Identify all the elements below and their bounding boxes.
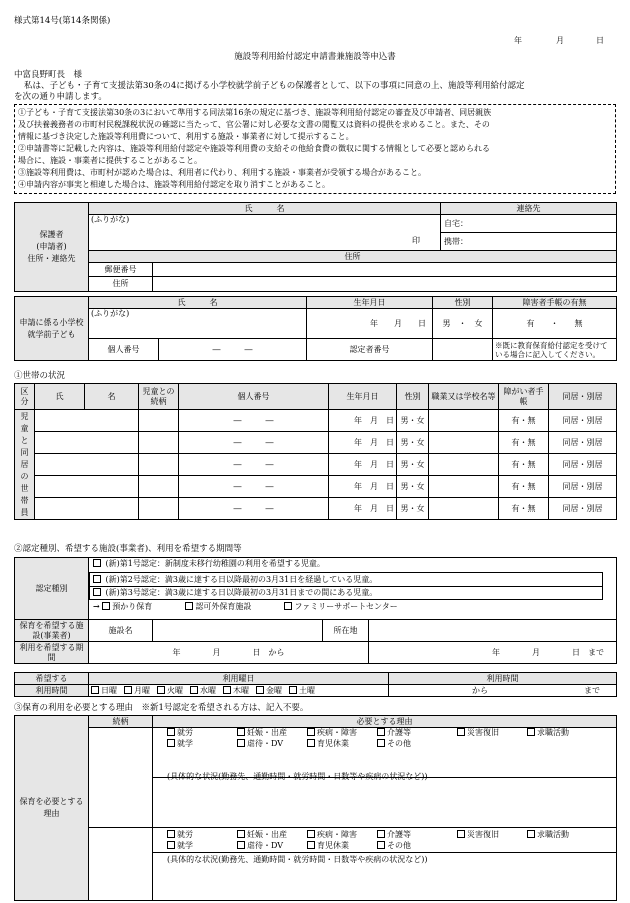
checkbox-icon[interactable] (167, 830, 175, 838)
checkbox-icon[interactable] (256, 686, 264, 694)
relation-field-1[interactable] (89, 728, 153, 828)
days-checkboxes (89, 685, 389, 697)
reason-option[interactable] (457, 830, 499, 840)
hh-relation-field[interactable] (139, 498, 179, 520)
hh-relation-field[interactable] (139, 476, 179, 498)
day-option[interactable] (223, 686, 249, 695)
table-row (15, 410, 617, 432)
intro-line-1: 私は、子ども・子育て支援法第30条の4に掲げる小学校就学前子どもの保護者として、以下の事項に同意の上、施設等利用給付認定 (24, 81, 525, 91)
postal-code-label: 郵便番号 (89, 263, 153, 277)
reason-option-label: その他 (387, 841, 411, 850)
hh-cohab-field[interactable]: 同居・別居 (549, 498, 617, 520)
hh-relation-field[interactable] (139, 454, 179, 476)
reason-option-label: 介護等 (387, 830, 411, 839)
form-number: 様式第14号(第14条関係) (14, 16, 111, 26)
cert-type-cell (89, 558, 617, 620)
consent-line: 及び扶養義務者の市町村民税課税状況の確認に当たって、官公署に対し必要な文書の閲覧又は資料の提供を求めること。また、その (18, 120, 490, 129)
hh-name-field[interactable] (35, 454, 139, 476)
sub-option-2[interactable]: 認可外保育施設 (195, 602, 252, 611)
hh-header-relation: 児童との続柄 (139, 384, 179, 410)
day-option[interactable] (256, 686, 282, 695)
checkbox-icon[interactable] (102, 602, 110, 610)
seal-mark: 印 (412, 236, 420, 246)
cert-number-field[interactable] (433, 339, 493, 361)
hh-dob-field[interactable]: 年 月 日 (329, 454, 397, 476)
table-row (15, 432, 617, 454)
hh-gender-field[interactable]: 男・女 (397, 432, 429, 454)
guardian-furigana: (ふりがな) (91, 215, 130, 224)
checkbox-icon[interactable] (377, 728, 385, 736)
hh-header-job: 職業又は学校名等 (429, 384, 499, 410)
consent-line: 情報に基づき決定した施設等利用費について、利用する施設・事業者に対して提示すること。 (18, 132, 354, 141)
mobile-phone-field[interactable]: 携帯： (444, 237, 468, 246)
reason-header: 必要とする理由 (153, 716, 617, 728)
intro-line-2: を次の通り申請します。 (14, 92, 107, 102)
hh-personal-field[interactable]: ― ― (179, 498, 329, 520)
cert-sub-options (89, 600, 616, 612)
checkbox-icon[interactable] (307, 728, 315, 736)
day-label: 月曜 (134, 685, 150, 695)
cert-option-2-3-box (89, 572, 603, 600)
reason-option-label: 求職活動 (537, 830, 569, 839)
reason-section-title: ③保育の利用を必要とする理由 ※新1号認定を希望される方は、記入不要。 (14, 703, 309, 713)
child-dob-field[interactable]: 年 月 日 (307, 309, 433, 339)
checkbox-icon[interactable] (223, 686, 231, 694)
hh-header-kubun: 区分 (15, 384, 35, 410)
hh-disability-field[interactable]: 有・無 (499, 476, 549, 498)
date-day: 日 (596, 36, 604, 45)
hours-field[interactable]: から まで (389, 685, 617, 697)
hh-disability-field[interactable]: 有・無 (499, 498, 549, 520)
checkbox-icon[interactable] (124, 686, 132, 694)
reason-option-label: 育児休業 (317, 739, 349, 748)
household-table (14, 383, 617, 520)
consent-line: ③施設等利用費は、市町村が認めた場合は、利用者に代わり、利用する施設・事業者が受領する場合があること。 (18, 168, 426, 177)
facility-location-label: 所在地 (323, 620, 369, 642)
day-option[interactable] (157, 686, 183, 695)
days-header: 利用曜日 (89, 673, 389, 685)
reason-option[interactable] (307, 841, 349, 851)
child-gender-header: 性別 (433, 297, 493, 309)
reason-option-label: 疾病・障害 (317, 728, 357, 737)
relation-header: 続柄 (89, 716, 153, 728)
facility-label: 保育を希望する施設(事業者) (15, 620, 89, 642)
checkbox-icon[interactable] (91, 686, 99, 694)
table-row (15, 498, 617, 520)
reason-options-2 (153, 828, 617, 853)
hh-personal-field[interactable]: ― ― (179, 432, 329, 454)
addressee: 中富良野町長 様 (14, 70, 83, 80)
cert-option-2[interactable]: (新)第2号認定：満3歳に達する日以降最初の3月31日を経過している児童。 (90, 573, 602, 587)
hh-header-cohab: 同居・別居 (549, 384, 617, 410)
reason-option-label: 妊娠・出産 (247, 830, 287, 839)
child-name-field[interactable] (89, 309, 307, 339)
checkbox-icon[interactable] (307, 739, 315, 747)
checkbox-icon[interactable] (307, 830, 315, 838)
day-option[interactable] (289, 686, 315, 695)
facility-name-label: 施設名 (89, 620, 153, 642)
reason-option-label: 介護等 (387, 728, 411, 737)
day-label: 金曜 (266, 685, 282, 695)
hh-header-gender: 性別 (397, 384, 429, 410)
hh-cohab-field[interactable]: 同居・別居 (549, 432, 617, 454)
cert-option-1[interactable]: (新)第1号認定：新制度未移行幼稚園の利用を希望する児童。 (89, 558, 616, 570)
hh-dob-field[interactable]: 年 月 日 (329, 476, 397, 498)
hh-gender-field[interactable]: 男・女 (397, 454, 429, 476)
reason-option-label: 求職活動 (537, 728, 569, 737)
hh-job-field[interactable] (429, 454, 499, 476)
hh-cohab-field[interactable]: 同居・別居 (549, 476, 617, 498)
reason-option-label: 育児休業 (317, 841, 349, 850)
time-label-1: 希望する (15, 673, 89, 685)
hours-header: 利用時間 (389, 673, 617, 685)
hh-disability-field[interactable]: 有・無 (499, 410, 549, 432)
reason-label: 保育を必要とする理由 (15, 716, 89, 901)
reason-option[interactable] (377, 739, 411, 749)
guardian-contact-header: 連絡先 (441, 203, 617, 215)
checkbox-icon[interactable] (307, 841, 315, 849)
child-table (14, 296, 617, 361)
cert-table (14, 557, 617, 664)
reason-option[interactable] (307, 739, 349, 749)
reason-option-label: 就労 (177, 830, 193, 839)
checkbox-icon[interactable] (377, 739, 385, 747)
child-furigana: (ふりがな) (91, 309, 130, 318)
child-label: 申請に係る小学校就学前子ども (15, 297, 89, 361)
reason-option[interactable] (237, 739, 283, 749)
reason-option[interactable] (237, 830, 287, 840)
date-month: 月 (556, 36, 564, 45)
reason-option[interactable] (527, 728, 569, 738)
reason-option-label: 就労 (177, 728, 193, 737)
reason-option[interactable] (167, 841, 193, 851)
reason-option-label: 災害復旧 (467, 728, 499, 737)
period-label: 利用を希望する期間 (15, 642, 89, 664)
hh-header-name-2: 名 (85, 384, 139, 410)
guardian-name-header: 氏 名 (89, 203, 441, 215)
reason-option-label: 虐待・DV (247, 739, 284, 748)
time-table (14, 672, 617, 697)
checkbox-icon[interactable] (167, 739, 175, 747)
household-section-title: ①世帯の状況 (14, 371, 66, 381)
checkbox-icon[interactable] (289, 686, 297, 694)
reason-option-label: その他 (387, 739, 411, 748)
day-option[interactable] (91, 686, 117, 695)
hh-gender-field[interactable]: 男・女 (397, 498, 429, 520)
hh-header-dob: 生年月日 (329, 384, 397, 410)
reason-option[interactable] (377, 830, 411, 840)
hh-personal-field[interactable]: ― ― (179, 454, 329, 476)
reason-options-1 (153, 728, 617, 778)
checkbox-icon[interactable] (284, 602, 292, 610)
hh-job-field[interactable] (429, 476, 499, 498)
guardian-contact-cell (441, 215, 617, 251)
consent-line: ①子ども・子育て支援法第30条の3において準用する同法第16条の規定に基づき、施設等利用給付認定の審査及び申請者、同居親族 (18, 108, 492, 117)
hh-name-field[interactable] (35, 498, 139, 520)
consent-box (14, 104, 616, 194)
date-year: 年 (514, 36, 522, 45)
period-to-field[interactable]: 年 月 日 まで (369, 642, 617, 664)
address-field[interactable] (153, 277, 617, 292)
hh-gender-field[interactable]: 男・女 (397, 410, 429, 432)
checkbox-icon[interactable] (167, 728, 175, 736)
reason-option[interactable] (167, 830, 193, 840)
checkbox-icon[interactable] (237, 728, 245, 736)
day-option[interactable] (190, 686, 216, 695)
child-disability-field[interactable]: 有 ・ 無 (493, 309, 617, 339)
hh-job-field[interactable] (429, 410, 499, 432)
hh-header-name-1: 氏 (35, 384, 85, 410)
checkbox-icon[interactable] (157, 686, 165, 694)
day-label: 日曜 (101, 685, 117, 695)
hh-relation-field[interactable] (139, 410, 179, 432)
checkbox-icon[interactable] (457, 830, 465, 838)
reason-option[interactable] (457, 728, 499, 738)
hh-cohab-field[interactable]: 同居・別居 (549, 454, 617, 476)
cert-type-label: 認定種別 (15, 558, 89, 620)
day-label: 水曜 (200, 685, 216, 695)
checkbox-icon[interactable] (93, 588, 101, 596)
reason-option-label: 疾病・障害 (317, 830, 357, 839)
facility-location-field[interactable] (369, 620, 617, 642)
facility-name-field[interactable] (153, 620, 323, 642)
relation-field-2[interactable] (89, 828, 153, 901)
reason-detail-2[interactable]: (具体的な状況(勤務先、通勤時間・就労時間・日数等や疾病の状況など)) (153, 853, 617, 901)
checkbox-icon[interactable] (377, 830, 385, 838)
checkbox-icon[interactable] (167, 841, 175, 849)
checkbox-icon[interactable] (93, 575, 101, 583)
guardian-name-field[interactable] (89, 215, 441, 251)
reason-option[interactable] (377, 841, 411, 851)
time-label-2: 利用時間 (15, 685, 89, 697)
page-title: 施設等利用給付認定申請書兼施設等申込書 (234, 52, 396, 62)
hh-job-field[interactable] (429, 498, 499, 520)
checkbox-icon[interactable] (93, 559, 101, 567)
reason-table (14, 715, 617, 901)
consent-line: ④申請内容が事実と相違した場合は、施設等利用給付認定を取り消すことがあること。 (18, 180, 330, 189)
day-label: 火曜 (167, 685, 183, 695)
checkbox-icon[interactable] (190, 686, 198, 694)
reason-option[interactable] (527, 830, 569, 840)
cert-option-3[interactable]: (新)第3号認定：満3歳に達する日以降最初の3月31日までの間にある児童。 (90, 587, 602, 599)
child-name-header: 氏 名 (89, 297, 307, 309)
hh-name-field[interactable] (35, 410, 139, 432)
hh-personal-field[interactable]: ― ― (179, 476, 329, 498)
reason-option[interactable] (307, 830, 357, 840)
reason-option-label: 虐待・DV (247, 841, 284, 850)
hh-disability-field[interactable]: 有・無 (499, 454, 549, 476)
child-personal-number-field[interactable]: ― ― (159, 339, 307, 361)
day-label: 木曜 (233, 685, 249, 695)
reason-option-label: 就学 (177, 739, 193, 748)
day-label: 土曜 (299, 685, 315, 695)
table-row (15, 454, 617, 476)
child-disability-header: 障害者手帳の有無 (493, 297, 617, 309)
guardian-address-header: 住所 (89, 251, 617, 263)
reason-option[interactable] (237, 728, 287, 738)
hh-disability-field[interactable]: 有・無 (499, 432, 549, 454)
hh-relation-field[interactable] (139, 432, 179, 454)
hh-job-field[interactable] (429, 432, 499, 454)
hh-personal-field[interactable]: ― ― (179, 410, 329, 432)
address-label: 住所 (89, 277, 153, 292)
reason-option[interactable] (307, 728, 357, 738)
child-dob-header: 生年月日 (307, 297, 433, 309)
cert-number-label: 認定者番号 (307, 339, 433, 361)
reason-option[interactable] (167, 739, 193, 749)
reason-option-label: 災害復旧 (467, 830, 499, 839)
hh-header-disability: 障がい者手帳 (499, 384, 549, 410)
checkbox-icon[interactable] (377, 841, 385, 849)
checkbox-icon[interactable] (185, 602, 193, 610)
hh-gender-field[interactable]: 男・女 (397, 476, 429, 498)
sub-option-3[interactable]: ファミリーサポートセンター (294, 602, 398, 611)
consent-line: 場合に、施設・事業者に提供することがあること。 (18, 156, 202, 165)
home-phone-field[interactable]: 自宅： (441, 215, 616, 233)
reason-option-label: 妊娠・出産 (247, 728, 287, 737)
child-gender-field[interactable]: 男 ・ 女 (433, 309, 493, 339)
hh-dob-field[interactable]: 年 月 日 (329, 410, 397, 432)
checkbox-icon[interactable] (527, 728, 535, 736)
hh-header-personal: 個人番号 (179, 384, 329, 410)
consent-line: ②申請書等に記載した内容は、施設等利用給付認定や施設等利用費の支給その他給食費の徴収に関する情報として必要と認められる (18, 144, 490, 153)
guardian-label: 保護者 (申請者) 住所・連絡先 (15, 203, 89, 292)
hh-dob-field[interactable]: 年 月 日 (329, 432, 397, 454)
checkbox-icon[interactable] (457, 728, 465, 736)
postal-code-field[interactable] (153, 263, 617, 277)
hh-dob-field[interactable]: 年 月 日 (329, 498, 397, 520)
cert-section-title: ②認定種別、希望する施設(事業者)、利用を希望する期間等 (14, 544, 242, 554)
period-from-field[interactable]: 年 月 日 から (89, 642, 369, 664)
hh-name-field[interactable] (35, 432, 139, 454)
sub-option-1[interactable]: 預かり保育 (112, 602, 153, 611)
arrow-icon: → (93, 601, 100, 611)
child-personal-number-label: 個人番号 (89, 339, 159, 361)
day-option[interactable] (124, 686, 150, 695)
reason-detail-1[interactable]: (具体的な状況(勤務先、通勤時間・就労時間・日数等や疾病の状況など)) (153, 778, 617, 828)
checkbox-icon[interactable] (527, 830, 535, 838)
guardian-table (14, 202, 617, 292)
cert-note: ※既に教育保育給付認定を受けている場合に記入してください。 (493, 339, 617, 361)
hh-name-field[interactable] (35, 476, 139, 498)
checkbox-icon[interactable] (237, 830, 245, 838)
reason-option[interactable] (377, 728, 411, 738)
hh-cohab-field[interactable]: 同居・別居 (549, 410, 617, 432)
reason-option-label: 就学 (177, 841, 193, 850)
reason-option[interactable] (237, 841, 283, 851)
hh-side-label: 児童と同居の世帯員 (15, 410, 35, 520)
checkbox-icon[interactable] (237, 841, 245, 849)
table-row (15, 476, 617, 498)
checkbox-icon[interactable] (237, 739, 245, 747)
reason-option[interactable] (167, 728, 193, 738)
